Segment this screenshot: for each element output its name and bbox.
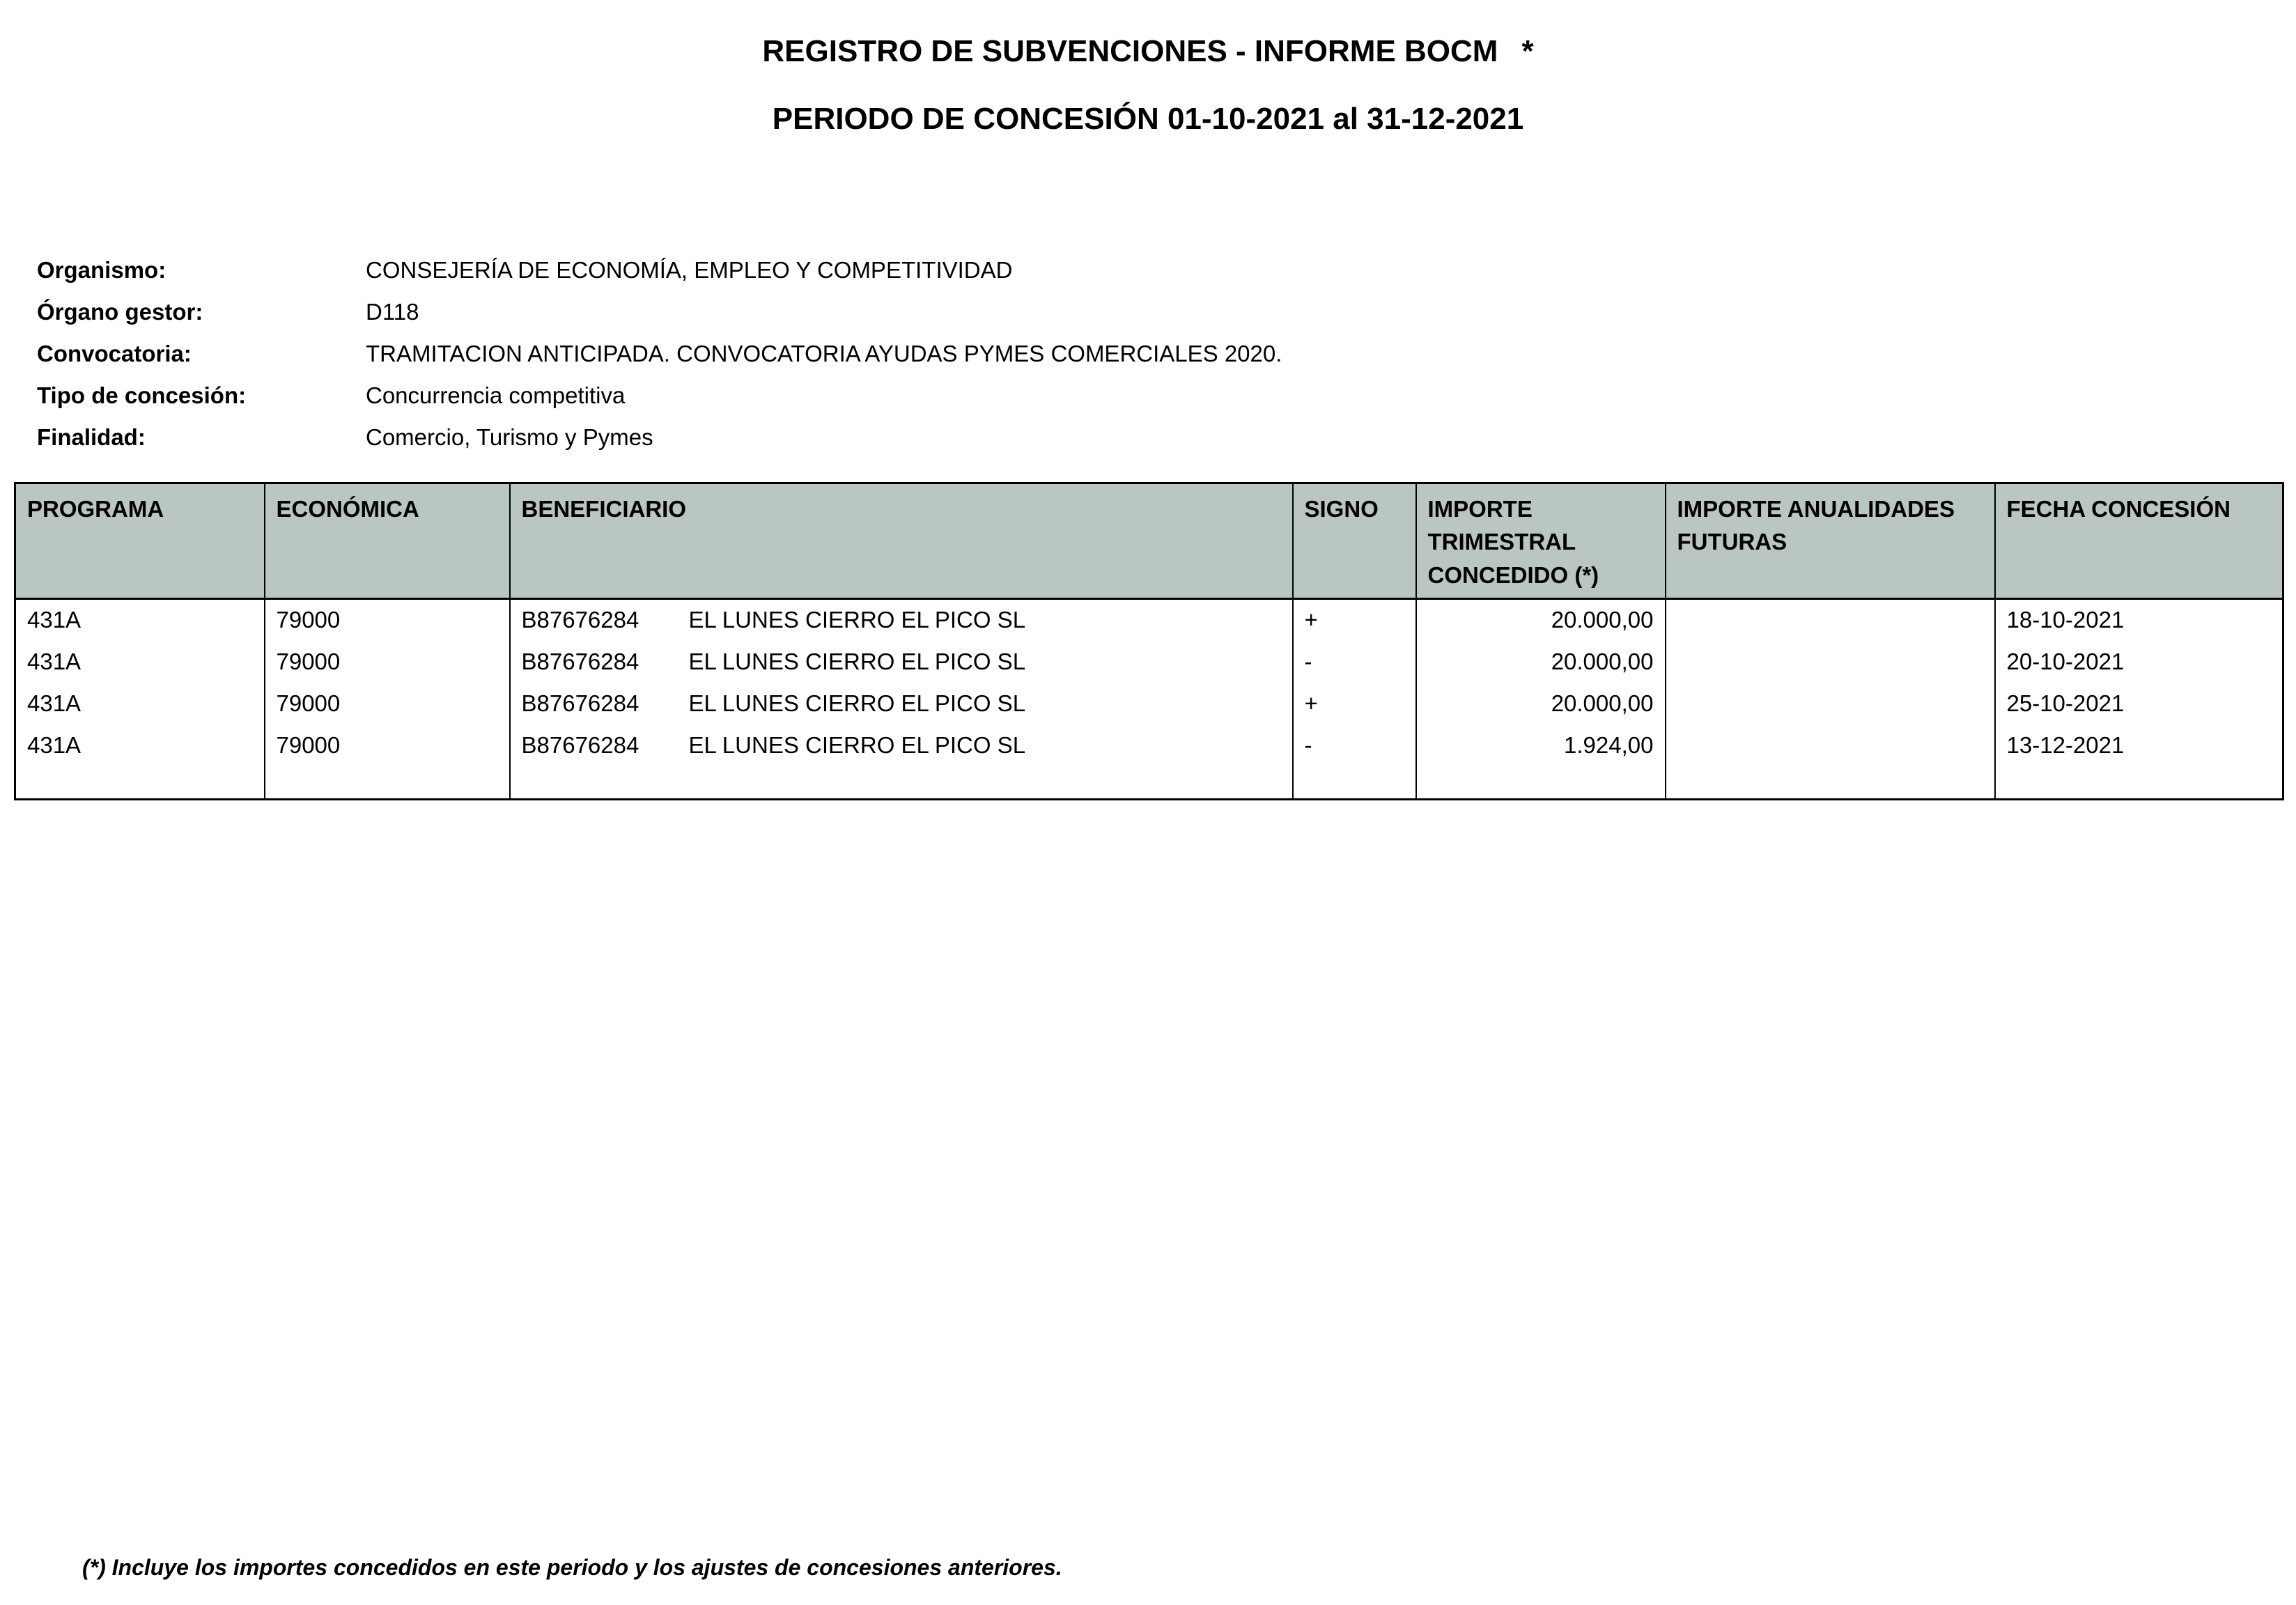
beneficiario-id: B87676284 [521,731,639,758]
cell-programa: 431A [15,599,265,641]
metadata-label: Convocatoria: [37,340,192,366]
beneficiario-id: B87676284 [521,607,639,633]
metadata-label: Órgano gestor: [37,298,203,325]
metadata-row-organo-gestor [37,291,2296,333]
metadata-value: CONSEJERÍA DE ECONOMÍA, EMPLEO Y COMPETITIVIDAD [366,256,1013,283]
column-header-beneficiario: BENEFICIARIO [510,483,1293,599]
cell-importe-trimestral: 20.000,00 [1416,683,1666,724]
filler-cell [1995,766,2283,800]
filler-cell [510,766,1293,800]
table-header-row [15,483,2283,599]
cell-beneficiario [510,599,1293,641]
metadata-label: Organismo: [37,256,166,283]
beneficiario-nombre: EL LUNES CIERRO EL PICO SL [688,690,1026,716]
column-header-economica: ECONÓMICA [265,483,510,599]
beneficiario-nombre: EL LUNES CIERRO EL PICO SL [688,607,1026,633]
page-title [0,0,2296,70]
filler-cell [15,766,265,800]
cell-importe-anualidades [1666,599,1995,641]
footnote: (*) Incluye los importes concedidos en este periodo y los ajustes de concesiones anteriores. [82,1555,1062,1580]
column-header-programa: PROGRAMA [15,483,265,599]
cell-beneficiario [510,641,1293,683]
cell-programa: 431A [15,724,265,766]
filler-cell [1416,766,1666,800]
cell-fecha-concesion: 20-10-2021 [1995,641,2283,683]
column-header-importe-trimestral: IMPORTE TRIMESTRAL CONCEDIDO (*) [1416,483,1666,599]
beneficiario-id: B87676284 [521,690,639,716]
page-title-asterisk: * [1521,34,1534,68]
cell-signo: + [1293,599,1416,641]
table-row [15,641,2283,683]
cell-importe-anualidades [1666,683,1995,724]
cell-economica: 79000 [265,724,510,766]
table-row [15,724,2283,766]
cell-importe-trimestral: 1.924,00 [1416,724,1666,766]
metadata-label: Tipo de concesión: [37,382,247,408]
cell-importe-trimestral: 20.000,00 [1416,641,1666,683]
table-row [15,599,2283,641]
metadata-row-finalidad [37,417,2296,458]
metadata-value: Comercio, Turismo y Pymes [366,424,653,450]
metadata-block [37,249,2296,458]
metadata-label: Finalidad: [37,424,146,450]
metadata-value: TRAMITACION ANTICIPADA. CONVOCATORIA AYUDAS PYMES COMERCIALES 2020. [366,340,1282,366]
cell-signo: + [1293,683,1416,724]
column-header-signo: SIGNO [1293,483,1416,599]
grants-table [14,482,2284,801]
metadata-row-organismo [37,249,2296,291]
cell-economica: 79000 [265,683,510,724]
beneficiario-nombre: EL LUNES CIERRO EL PICO SL [688,648,1026,674]
metadata-value: Concurrencia competitiva [366,382,626,408]
table-row [15,683,2283,724]
column-header-importe-anualidades: IMPORTE ANUALIDADES FUTURAS [1666,483,1995,599]
metadata-row-tipo-concesion [37,375,2296,417]
cell-programa: 431A [15,683,265,724]
cell-programa: 431A [15,641,265,683]
cell-economica: 79000 [265,599,510,641]
cell-fecha-concesion: 18-10-2021 [1995,599,2283,641]
cell-fecha-concesion: 13-12-2021 [1995,724,2283,766]
cell-economica: 79000 [265,641,510,683]
table-filler-row [15,766,2283,800]
cell-fecha-concesion: 25-10-2021 [1995,683,2283,724]
cell-signo: - [1293,641,1416,683]
cell-beneficiario [510,683,1293,724]
cell-importe-anualidades [1666,641,1995,683]
cell-importe-trimestral: 20.000,00 [1416,599,1666,641]
cell-beneficiario [510,724,1293,766]
beneficiario-nombre: EL LUNES CIERRO EL PICO SL [688,731,1026,758]
metadata-value: D118 [366,298,419,325]
page-title-text: REGISTRO DE SUBVENCIONES - INFORME BOCM [762,34,1498,68]
cell-importe-anualidades [1666,724,1995,766]
filler-cell [1293,766,1416,800]
filler-cell [1666,766,1995,800]
page-subtitle: PERIODO DE CONCESIÓN 01-10-2021 al 31-12-2021 [772,101,1524,136]
beneficiario-id: B87676284 [521,648,639,674]
column-header-fecha-concesion: FECHA CONCESIÓN [1995,483,2283,599]
metadata-row-convocatoria [37,333,2296,375]
filler-cell [265,766,510,800]
cell-signo: - [1293,724,1416,766]
